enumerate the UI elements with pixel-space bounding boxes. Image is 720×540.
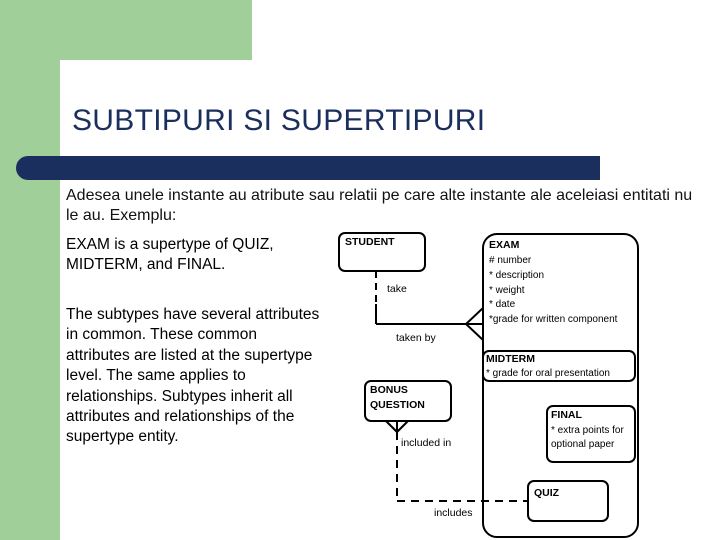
crows-foot-lower <box>466 324 483 340</box>
bonus-entity-name-line1: BONUS <box>370 384 408 396</box>
included-in-label: included in <box>401 437 452 449</box>
midterm-attribute: * grade for oral presentation <box>486 368 610 379</box>
subtypes-description: The subtypes have several attributes in common. These common attributes are listed at the supertype level. The same applies to relationships. Subtypes inherit all attributes and relationships of the supertype entity. <box>66 306 320 446</box>
crows-foot-upper <box>466 308 483 324</box>
exam-attribute: * weight <box>489 285 525 296</box>
exam-attribute: * date <box>489 299 516 310</box>
bonus-crows-foot-left <box>386 421 397 432</box>
taken-by-label: taken by <box>396 332 436 344</box>
exam-entity-name: EXAM <box>489 239 520 251</box>
exam-attribute: # number <box>489 255 532 266</box>
slide-title: SUBTIPURI SI SUPERTIPURI <box>72 104 486 137</box>
final-attribute: * extra points for <box>551 425 624 436</box>
exam-attribute: *grade for written component <box>489 314 618 325</box>
midterm-entity-name: MIDTERM <box>486 353 535 365</box>
intro-text: Adesea unele instante au atribute sau relatii pe care alte instante ale aceleiasi entitati nu le au. Exemplu: <box>66 187 693 224</box>
includes-label: includes <box>434 507 473 519</box>
final-entity-name: FINAL <box>551 409 582 421</box>
bonus-entity-name-line2: QUESTION <box>370 399 425 411</box>
supertype-description: EXAM is a supertype of QUIZ, MIDTERM, and FINAL. <box>66 236 274 274</box>
final-attribute: optional paper <box>551 439 615 450</box>
student-entity-name: STUDENT <box>345 236 395 248</box>
bonus-crows-foot-right <box>397 421 408 432</box>
take-label: take <box>387 283 407 295</box>
exam-attribute: * description <box>489 270 545 281</box>
quiz-entity-name: QUIZ <box>534 487 560 499</box>
